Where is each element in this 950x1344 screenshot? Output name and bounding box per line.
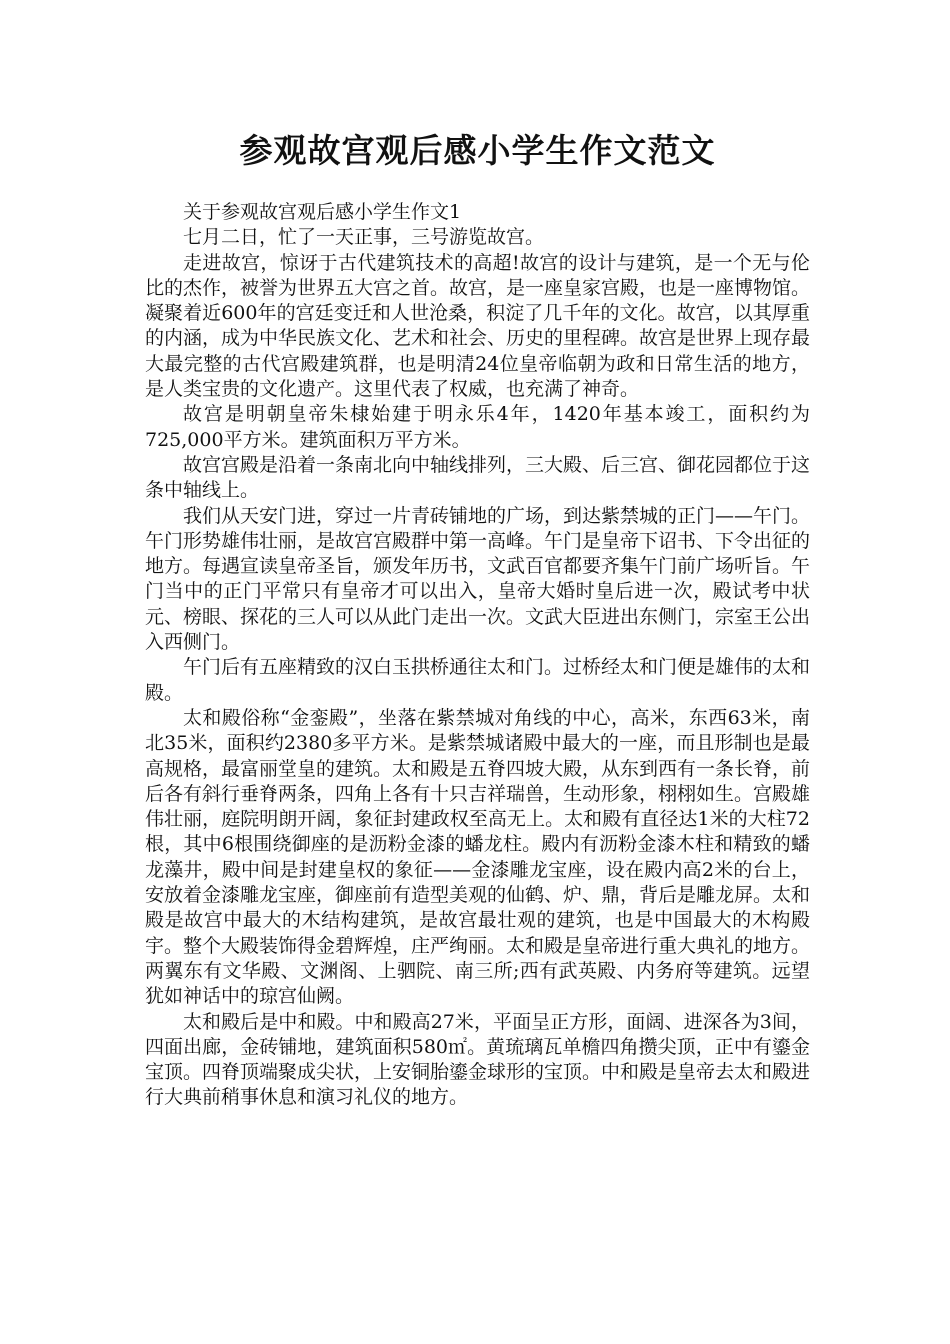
paragraph: 走进故宫，惊讶于古代建筑技术的高超!故宫的设计与建筑，是一个无与伦比的杰作，被誉为世界五大宫之首。故宫，是一座皇家宫殿，也是一座博物馆。凝聚着近600年的宫廷变迁和人世沧桑，积淀了几千年的文化。故宫，以其厚重的内涵，成为中华民族文化、艺术和社会、历史的里程碑。故宫是世界上现存最大最完整的古代宫殿建筑群，也是明清24位皇帝临朝为政和日常生活的地方，是人类宝贵的文化遗产。这里代表了权威，也充满了神奇。: [145, 251, 811, 401]
paragraph: 午门后有五座精致的汉白玉拱桥通往太和门。过桥经太和门便是雄伟的太和殿。: [145, 656, 811, 704]
paragraph: 太和殿俗称“金銮殿”，坐落在紫禁城对角线的中心，高米，东西63米，南北35米，面积约2380多平方米。是紫禁城诸殿中最大的一座，而且形制也是最高规格，最富丽堂皇的建筑。太和殿是五脊四坡大殿，从东到西有一条长脊，前后各有斜行垂脊两条，四角上各有十只吉祥瑞兽，生动形象，栩栩如生。宫殿雄伟壮丽，庭院明朗开阔，象征封建政权至高无上。太和殿有直径达1米的大柱72根，其中6根围绕御座的是沥粉金漆的蟠龙柱。殿内有沥粉金漆木柱和精致的蟠龙藻井，殿中间是封建皇权的象征——金漆雕龙宝座，设在殿内高2米的台上，安放着金漆雕龙宝座，御座前有造型美观的仙鹤、炉、鼎，背后是雕龙屏。太和殿是故宫中最大的木结构建筑，是故宫最壮观的建筑，也是中国最大的木构殿宇。整个大殿装饰得金碧辉煌，庄严绚丽。太和殿是皇帝进行重大典礼的地方。两翼东有文华殿、文渊阁、上驷院、南三所;西有武英殿、内务府等建筑。远望犹如神话中的琼宫仙阙。: [145, 706, 811, 1008]
document-title: 参观故宫观后感小学生作文范文: [239, 131, 716, 170]
paragraph-heading: 关于参观故宫观后感小学生作文1: [183, 201, 462, 223]
paragraph: 故宫是明朝皇帝朱棣始建于明永乐4年，1420年基本竣工，面积约为725,000平方米。建筑面积万平方米。: [145, 403, 810, 451]
document-body: [145, 200, 810, 1111]
paragraph: 故宫宫殿是沿着一条南北向中轴线排列，三大殿、后三宫、御花园都位于这条中轴线上。: [145, 453, 811, 502]
paragraph: 太和殿后是中和殿。中和殿高27米，平面呈正方形，面阔、进深各为3间，四面出廊，金砖铺地，建筑面积580㎡。黄琉璃瓦单檐四角攒尖顶，正中有鎏金宝顶。四脊顶端聚成尖状，上安铜胎鎏金球形的宝顶。中和殿是皇帝去太和殿进行大典前稍事休息和演习礼仪的地方。: [145, 1010, 811, 1109]
paragraph: 我们从天安门进，穿过一片青砖铺地的广场，到达紫禁城的正门——午门。午门形势雄伟壮丽，是故宫宫殿群中第一高峰。午门是皇帝下诏书、下令出征的地方。每遇宣读皇帝圣旨，颁发年历书，文武百官都要齐集午门前广场听旨。午门当中的正门平常只有皇帝才可以出入，皇帝大婚时皇后进一次，殿试考中状元、榜眼、探花的三人可以从此门走出一次。文武大臣进出东侧门，宗室王公出入西侧门。: [145, 504, 811, 654]
paragraph: 七月二日，忙了一天正事，三号游览故宫。: [183, 226, 545, 249]
